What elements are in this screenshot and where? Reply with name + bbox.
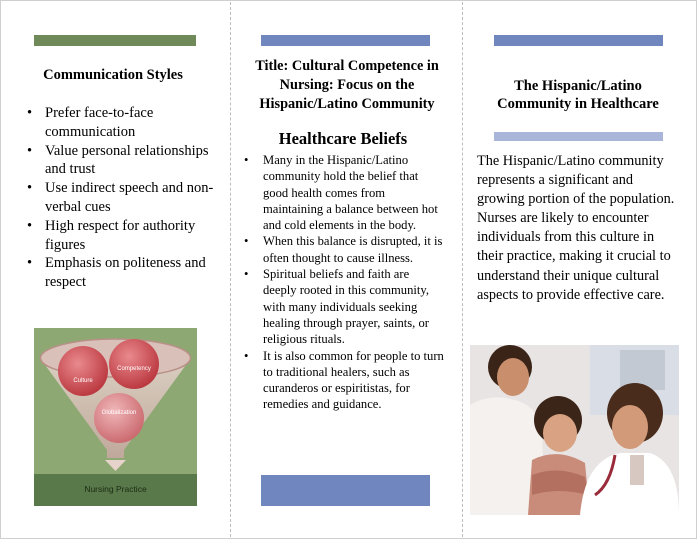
healthcare-beliefs-list xyxy=(244,152,444,413)
list-item: • High respect for authority figures xyxy=(27,217,217,255)
culture-sphere xyxy=(58,346,108,396)
panel-divider-left xyxy=(230,2,231,537)
panel1-top-bar xyxy=(34,35,196,46)
list-item: • When this balance is disrupted, it is often thought to cause illness. xyxy=(244,233,444,266)
brochure-title: Title: Cultural Competence in Nursing: Focus on the Hispanic/Latino Community xyxy=(255,58,439,112)
list-item: • It is also common for people to turn to traditional healers, such as curanderos or espiritistas, for remedies and guidance. xyxy=(244,348,444,413)
globalization-sphere xyxy=(94,393,144,443)
panel3-accent-bar xyxy=(494,132,663,141)
communication-styles-list xyxy=(27,104,217,292)
list-item: • Emphasis on politeness and respect xyxy=(27,254,217,292)
competency-label: Competency xyxy=(117,366,151,372)
panel2-top-bar xyxy=(261,35,430,46)
list-item: • Use indirect speech and non-verbal cues xyxy=(27,179,217,217)
nursing-practice-funnel-graphic xyxy=(34,328,197,506)
nursing-practice-label: Nursing Practice xyxy=(84,484,147,494)
culture-label: Culture xyxy=(73,378,93,384)
list-item: • Prefer face-to-face communication xyxy=(27,104,217,142)
communication-styles-heading: Communication Styles xyxy=(43,67,183,83)
panel3-top-bar xyxy=(494,35,663,46)
panel-divider-right xyxy=(462,2,463,537)
list-item: • Many in the Hispanic/Latino community hold the belief that good health comes from maintaining a balance between hot and cold elements in the body. xyxy=(244,152,444,233)
list-item: • Value personal relationships and trust xyxy=(27,142,217,180)
community-paragraph: The Hispanic/Latino community represents a significant and growing portion of the population. Nurses are likely to encounter individuals from this culture in their practice, making it crucial to understand their unique cultural aspects to provide effective care. xyxy=(477,153,675,303)
healthcare-beliefs-heading: Healthcare Beliefs xyxy=(278,129,408,148)
list-item: • Spiritual beliefs and faith are deeply rooted in this community, with many individuals seeking healing through prayer, saints, or religious rituals. xyxy=(244,266,444,347)
nurse-with-patients-photo xyxy=(470,345,679,515)
competency-sphere xyxy=(109,339,159,389)
community-heading: The Hispanic/Latino Community in Healthcare xyxy=(497,78,659,112)
panel2-bottom-bar xyxy=(261,475,430,506)
globalization-label: Globalization xyxy=(101,410,137,416)
